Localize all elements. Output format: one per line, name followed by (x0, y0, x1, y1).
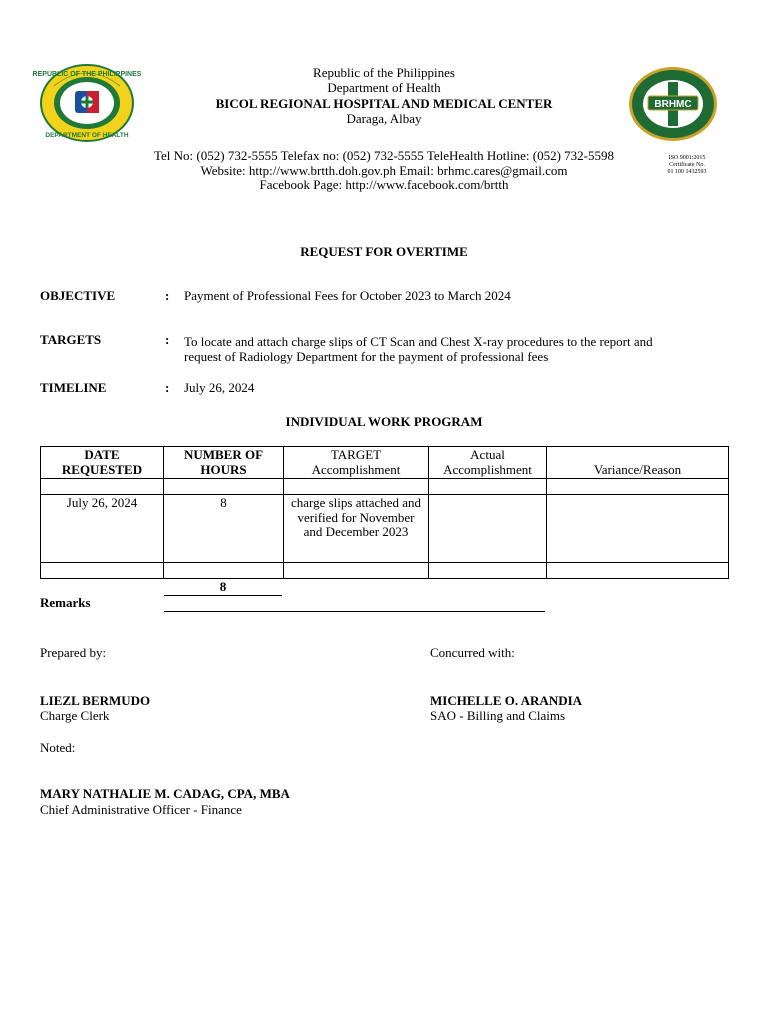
phone-line: Tel No: (052) 732-5555 Telefax no: (052) 732-5555 TeleHealth Hotline: (052) 732-5598 (154, 148, 614, 163)
prepared-by-label: Prepared by: (40, 645, 107, 660)
svg-text:REPUBLIC OF THE PHILIPPINES: REPUBLIC OF THE PHILIPPINES (32, 71, 142, 78)
concurrer-title: SAO - Billing and Claims (430, 708, 566, 723)
cell-target: charge slips attached and verified for November and December 2023 (284, 495, 429, 563)
objective-value: Payment of Professional Fees for October 2023 to March 2024 (184, 288, 511, 303)
program-title: INDIVIDUAL WORK PROGRAM (285, 414, 483, 429)
svg-text:DEPARTMENT OF HEALTH: DEPARTMENT OF HEALTH (45, 132, 129, 139)
table-spacer-row (41, 479, 729, 495)
website-line: Website: http://www.brtth.doh.gov.ph Email: brhmc.cares@gmail.com (200, 162, 568, 178)
concurrer-name: MICHELLE O. ARANDIA (430, 693, 583, 708)
brhmc-logo-text: BRHMC (654, 99, 692, 110)
remarks-line (164, 611, 545, 612)
cell-hours: 8 (164, 495, 284, 563)
objective-label: OBJECTIVE (40, 288, 116, 303)
noted-label: Noted: (40, 740, 76, 755)
facebook-line: Facebook Page: http://www.facebook.com/brtth (259, 177, 509, 192)
iso-certification (646, 155, 728, 176)
table-header-row (41, 447, 729, 479)
work-program-table (40, 446, 729, 579)
document-title: REQUEST FOR OVERTIME (300, 244, 468, 259)
header-variance: Variance/Reason (547, 447, 729, 479)
letterhead (0, 65, 768, 126)
table-row (41, 495, 729, 563)
hospital-name: BICOL REGIONAL HOSPITAL AND MEDICAL CENTER (215, 95, 553, 111)
total-underline (164, 595, 282, 596)
republic-line: Republic of the Philippines (313, 65, 455, 80)
timeline-value: July 26, 2024 (184, 380, 255, 395)
targets-colon: : (165, 332, 170, 347)
header-hours: NUMBER OF HOURS (164, 447, 284, 479)
noter-name: MARY NATHALIE M. CADAG, CPA, MBA (40, 786, 290, 801)
iso-line-1: ISO 9001:2015 (668, 155, 706, 161)
timeline-label: TIMELINE (40, 380, 107, 395)
targets-value-line-2: request of Radiology Department for the payment of professional fees (184, 349, 549, 364)
noter-title: Chief Administrative Officer - Finance (40, 802, 242, 817)
preparer-title: Charge Clerk (40, 708, 110, 723)
concurred-with-label: Concurred with: (430, 645, 515, 660)
preparer-name: LIEZL BERMUDO (40, 693, 151, 708)
objective-colon: : (165, 288, 170, 303)
cell-variance (547, 495, 729, 563)
location-line: Daraga, Albay (346, 110, 422, 126)
targets-label: TARGETS (40, 332, 102, 347)
remarks-label: Remarks (40, 595, 91, 610)
timeline-colon: : (165, 380, 170, 395)
header-actual: Actual Accomplishment (429, 447, 547, 479)
targets-value-line-1: To locate and attach charge slips of CT Scan and Chest X-ray procedures to the report and (184, 334, 653, 349)
header-target: TARGET Accomplishment (284, 447, 429, 479)
cell-actual (429, 495, 547, 563)
total-hours: 8 (219, 579, 227, 594)
cell-date: July 26, 2024 (41, 495, 164, 563)
iso-line-2: Certificate No. (669, 162, 705, 168)
table-spacer-row (41, 563, 729, 579)
department-line: Department of Health (327, 80, 441, 96)
header-date: DATE REQUESTED (41, 447, 164, 479)
iso-line-3: 01 100 1432593 (667, 169, 707, 175)
